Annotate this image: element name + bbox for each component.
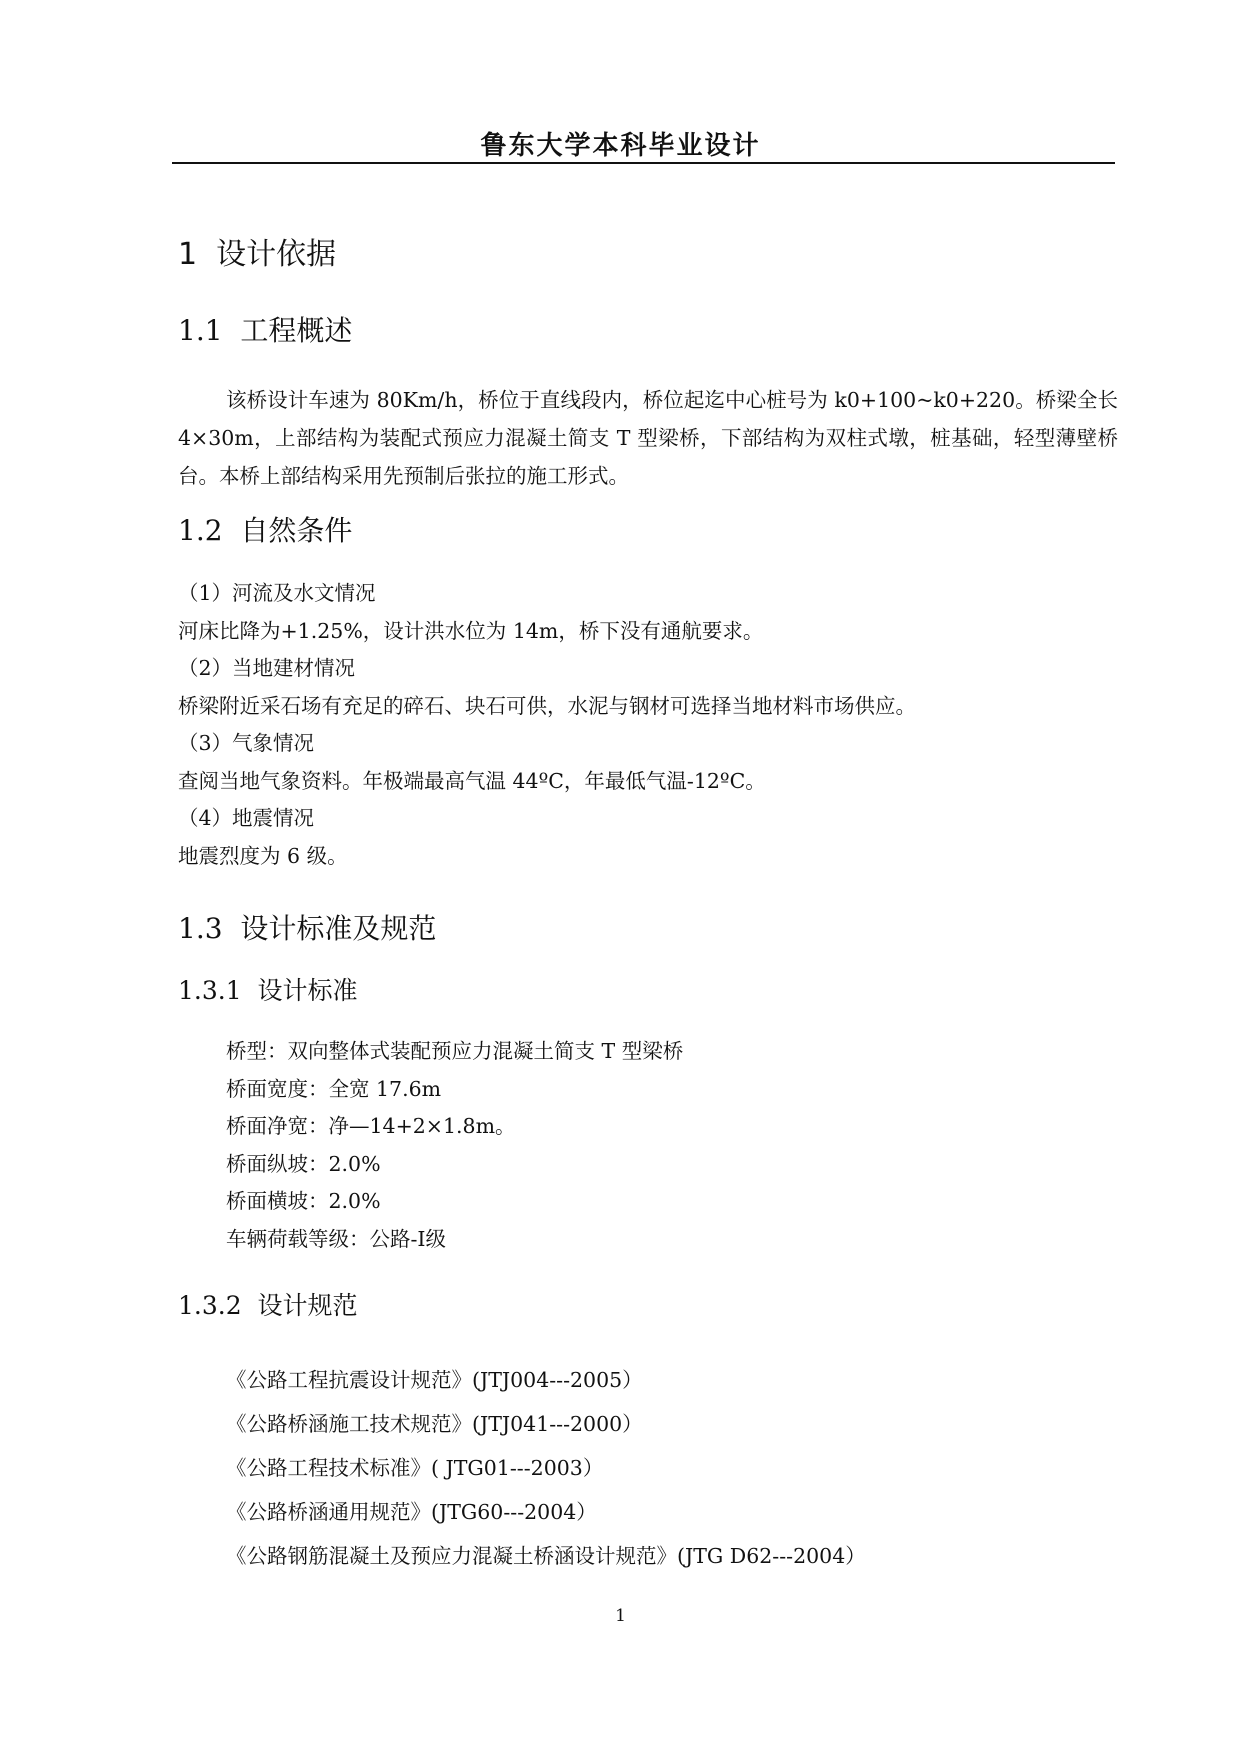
- subsection-heading-1-3-1: [178, 971, 1118, 1011]
- condition-label: （4）地震情况: [178, 806, 315, 830]
- page-number: 1: [615, 1606, 626, 1626]
- section-heading-1-1: [178, 311, 1118, 351]
- running-header: 鲁东大学本科毕业设计: [480, 131, 761, 161]
- condition-text: 查阅当地气象资料。年极端最高气温 44ºC，年最低气温-12ºC。: [178, 768, 766, 793]
- condition-label: （1）河流及水文情况: [178, 581, 376, 605]
- subsection-title: 设计标准: [257, 976, 358, 1005]
- chapter-number: 1: [178, 237, 198, 272]
- standard-item: 车辆荷载等级：公路-Ⅰ级: [226, 1226, 447, 1251]
- section-number: 1.1: [178, 314, 223, 347]
- section-heading-1-2: [178, 511, 1118, 551]
- code-reference: 《公路工程抗震设计规范》(JTJ004---2005）: [226, 1368, 643, 1392]
- condition-label: （2）当地建材情况: [178, 656, 356, 680]
- section-number: 1.3: [178, 912, 223, 945]
- chapter-heading: [178, 233, 1118, 277]
- natural-conditions-list: [178, 575, 1118, 875]
- subsection-number: 1.3.2: [178, 1291, 242, 1320]
- design-standards-list: [178, 1033, 1118, 1258]
- condition-text: 河床比降为+1.25%，设计洪水位为 14m，桥下没有通航要求。: [178, 618, 764, 643]
- standard-item: 桥面纵坡：2.0%: [226, 1151, 381, 1176]
- section-title: 工程概述: [240, 314, 353, 347]
- condition-text: 地震烈度为 6 级。: [178, 843, 348, 868]
- section-number: 1.2: [178, 514, 223, 547]
- subsection-number: 1.3.1: [178, 976, 242, 1005]
- standard-item: 桥面横坡：2.0%: [226, 1189, 381, 1213]
- standard-item: 桥面宽度：全宽 17.6m: [226, 1076, 442, 1101]
- page-content: [178, 215, 1118, 1578]
- code-reference: 《公路工程技术标准》( JTG01---2003）: [226, 1456, 604, 1480]
- condition-text: 桥梁附近采石场有充足的碎石、块石可供，水泥与钢材可选择当地材料市场供应。: [178, 693, 916, 718]
- header-rule: [172, 162, 1115, 164]
- standard-item: 桥型：双向整体式装配预应力混凝土简支 T 型梁桥: [226, 1039, 684, 1063]
- code-reference: 《公路桥涵通用规范》(JTG60---2004）: [226, 1500, 597, 1524]
- code-reference: 《公路钢筋混凝土及预应力混凝土桥涵设计规范》(JTG D62---2004）: [226, 1544, 866, 1568]
- subsection-heading-1-3-2: [178, 1286, 1118, 1326]
- chapter-title: 设计依据: [216, 237, 337, 272]
- section-heading-1-3: [178, 909, 1118, 949]
- condition-label: （3）气象情况: [178, 731, 315, 755]
- overview-paragraph: 该桥设计车速为 80Km/h，桥位于直线段内，桥位起迄中心桩号为 k0+100~k0+220。桥梁全长 4×30m，上部结构为装配式预应力混凝土简支 T 型梁桥，下部结构为双柱式墩，桩基础，轻型薄壁桥台。本桥上部结构采用先预制后张拉的施工形式。: [178, 388, 1118, 488]
- standard-item: 桥面净宽：净—14+2×1.8m。: [226, 1114, 516, 1138]
- subsection-title: 设计规范: [257, 1291, 358, 1320]
- section-title: 自然条件: [240, 514, 353, 547]
- section-title: 设计标准及规范: [240, 912, 437, 945]
- design-codes-list: [178, 1358, 1118, 1578]
- code-reference: 《公路桥涵施工技术规范》(JTJ041---2000）: [226, 1412, 643, 1436]
